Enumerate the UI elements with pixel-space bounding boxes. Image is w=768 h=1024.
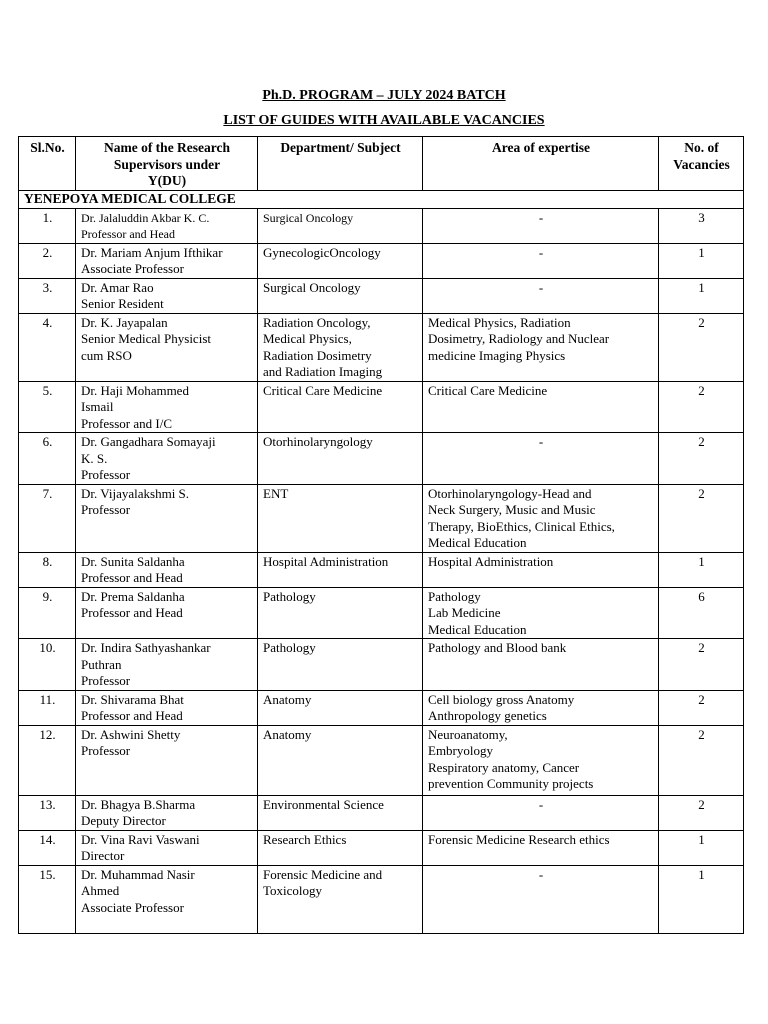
cell-supervisor-name-line: Dr. K. Jayapalan (81, 314, 168, 330)
cell-area-of-expertise (423, 243, 659, 278)
table-row (19, 278, 744, 313)
cell-area-of-expertise-line: - (538, 866, 544, 882)
cell-supervisor-name-line: Dr. Vina Ravi Vaswani (81, 831, 200, 847)
cell-supervisor-name (76, 639, 258, 691)
table-row (19, 433, 744, 485)
cell-area-of-expertise-line: Anthropology genetics (428, 708, 547, 723)
cell-supervisor-name (76, 865, 258, 933)
cell-department-line: Anatomy (263, 691, 312, 707)
cell-department-line: Radiation Oncology, (263, 314, 371, 330)
table-row (19, 484, 744, 552)
cell-sl-no: 9. (19, 587, 76, 639)
cell-area-of-expertise-line: Neuroanatomy, (428, 726, 508, 742)
cell-area-of-expertise (423, 830, 659, 865)
cell-vacancies: 3 (659, 208, 744, 243)
cell-supervisor-name (76, 208, 258, 243)
cell-area-of-expertise (423, 865, 659, 933)
cell-department-line: Forensic Medicine and (263, 866, 383, 882)
cell-area-of-expertise-line: Critical Care Medicine (428, 382, 548, 398)
cell-sl-no: 4. (19, 313, 76, 381)
cell-area-of-expertise-line: Otorhinolaryngology-Head and (428, 485, 592, 501)
cell-department (258, 639, 423, 691)
header-vacancies-line: Vacancies (673, 156, 730, 172)
cell-department-line: Otorhinolaryngology (263, 434, 373, 449)
cell-supervisor-name-line: Associate Professor (81, 261, 184, 276)
cell-supervisor-name-line: Professor (81, 673, 131, 688)
cell-supervisor-name-line: Dr. Ashwini Shetty (81, 726, 181, 742)
cell-area-of-expertise (423, 639, 659, 691)
cell-area-of-expertise (423, 381, 659, 433)
table-row (19, 208, 744, 243)
cell-area-of-expertise (423, 484, 659, 552)
cell-sl-no: 6. (19, 433, 76, 485)
table-row (19, 313, 744, 381)
cell-supervisor-name (76, 381, 258, 433)
cell-supervisor-name-line: Dr. Shivarama Bhat (81, 691, 184, 707)
cell-area-of-expertise-line: - (538, 796, 544, 812)
cell-sl-no: 3. (19, 278, 76, 313)
cell-supervisor-name (76, 278, 258, 313)
cell-supervisor-name-line: Dr. Jalaluddin Akbar K. C. (81, 210, 210, 225)
cell-sl-no: 10. (19, 639, 76, 691)
table-row (19, 243, 744, 278)
header-vacancies (659, 137, 744, 191)
cell-area-of-expertise-line: prevention Community projects (428, 776, 594, 791)
section-row (19, 190, 744, 208)
cell-supervisor-name-line: Ismail (81, 399, 114, 414)
cell-supervisor-name-line: Senior Medical Physicist (81, 331, 211, 346)
guides-table (18, 136, 744, 934)
table-row (19, 795, 744, 830)
table-row (19, 830, 744, 865)
cell-area-of-expertise (423, 552, 659, 587)
table-row (19, 690, 744, 725)
cell-area-of-expertise (423, 433, 659, 485)
table-header-row (19, 137, 744, 191)
cell-vacancies: 2 (659, 381, 744, 433)
cell-department-line: Radiation Dosimetry (263, 347, 372, 363)
cell-supervisor-name-line: Dr. Mariam Anjum Ifthikar (81, 244, 223, 260)
cell-department (258, 433, 423, 485)
cell-vacancies: 2 (659, 313, 744, 381)
cell-area-of-expertise-line: Neck Surgery, Music and Music (428, 502, 596, 517)
cell-supervisor-name-line: Dr. Bhagya B.Sharma (81, 796, 196, 812)
cell-area-of-expertise (423, 690, 659, 725)
table-row (19, 725, 744, 795)
cell-sl-no: 15. (19, 865, 76, 933)
cell-department (258, 278, 423, 313)
table-row (19, 865, 744, 933)
header-supervisor-name (76, 137, 258, 191)
cell-department-line: Pathology (263, 640, 316, 655)
table-row (19, 381, 744, 433)
cell-department (258, 865, 423, 933)
cell-sl-no: 2. (19, 243, 76, 278)
cell-vacancies: 2 (659, 484, 744, 552)
cell-vacancies: 2 (659, 433, 744, 485)
cell-supervisor-name (76, 690, 258, 725)
cell-supervisor-name-line: Professor (81, 467, 131, 482)
cell-area-of-expertise (423, 795, 659, 830)
cell-department (258, 313, 423, 381)
cell-area-of-expertise-line: Embryology (428, 743, 493, 758)
cell-supervisor-name-line: Professor and Head (81, 605, 183, 620)
cell-sl-no: 8. (19, 552, 76, 587)
cell-supervisor-name (76, 795, 258, 830)
cell-sl-no: 11. (19, 690, 76, 725)
cell-supervisor-name-line: Dr. Haji Mohammed (81, 382, 189, 398)
header-vacancies-line: No. of (684, 140, 719, 155)
header-area-of-expertise: Area of expertise (423, 137, 659, 191)
cell-supervisor-name (76, 313, 258, 381)
cell-department-line: ENT (263, 485, 289, 501)
cell-supervisor-name-line: Professor and I/C (81, 415, 172, 431)
section-title: YENEPOYA MEDICAL COLLEGE (19, 190, 744, 208)
cell-area-of-expertise-line: Medical Education (428, 621, 527, 637)
cell-vacancies: 2 (659, 690, 744, 725)
cell-supervisor-name (76, 433, 258, 485)
cell-supervisor-name-line: Professor (81, 743, 131, 758)
cell-area-of-expertise-line: Medical Physics, Radiation (428, 314, 571, 330)
cell-supervisor-name-line: Associate Professor (81, 899, 184, 915)
header-name-line: Supervisors under (113, 156, 221, 172)
cell-supervisor-name-line: Ahmed (81, 883, 120, 898)
cell-supervisor-name-line: Director (81, 848, 125, 863)
cell-vacancies: 1 (659, 552, 744, 587)
cell-department-line: Pathology (263, 588, 316, 604)
table-row (19, 639, 744, 691)
cell-department-line: Surgical Oncology (263, 279, 361, 295)
cell-area-of-expertise-line: medicine Imaging Physics (428, 347, 566, 363)
cell-supervisor-name-line: Dr. Vijayalakshmi S. (81, 485, 190, 501)
cell-area-of-expertise (423, 725, 659, 795)
cell-supervisor-name-line: Dr. Indira Sathyashankar (81, 640, 211, 655)
cell-department (258, 208, 423, 243)
cell-supervisor-name-line: K. S. (81, 450, 108, 466)
cell-area-of-expertise (423, 587, 659, 639)
cell-sl-no: 14. (19, 830, 76, 865)
cell-area-of-expertise-line: Lab Medicine (428, 605, 501, 620)
header-department: Department/ Subject (258, 137, 423, 191)
cell-department-line: Research Ethics (263, 831, 347, 847)
cell-sl-no: 7. (19, 484, 76, 552)
cell-department (258, 830, 423, 865)
cell-department-line: Surgical Oncology (263, 210, 354, 225)
cell-vacancies: 6 (659, 587, 744, 639)
cell-supervisor-name (76, 243, 258, 278)
cell-area-of-expertise-line: Therapy, BioEthics, Clinical Ethics, (428, 518, 615, 534)
cell-department-line: Medical Physics, (263, 331, 352, 346)
cell-area-of-expertise-line: Forensic Medicine Research ethics (428, 831, 610, 847)
cell-vacancies: 2 (659, 639, 744, 691)
header-name-line: Y(DU) (147, 173, 187, 188)
cell-department (258, 587, 423, 639)
header-name-line: Name of the Research (103, 140, 231, 155)
cell-vacancies: 1 (659, 865, 744, 933)
cell-area-of-expertise-line: - (538, 434, 544, 449)
cell-vacancies: 1 (659, 243, 744, 278)
cell-department (258, 484, 423, 552)
cell-supervisor-name-line: Professor and Head (81, 708, 183, 723)
cell-vacancies: 1 (659, 278, 744, 313)
cell-area-of-expertise-line: - (538, 279, 544, 295)
cell-area-of-expertise-line: Dosimetry, Radiology and Nuclear (428, 331, 610, 346)
document-subtitle: LIST OF GUIDES WITH AVAILABLE VACANCIES (223, 113, 545, 128)
table-body (19, 190, 744, 933)
document-title: Ph.D. PROGRAM – JULY 2024 BATCH (262, 88, 506, 103)
cell-department-line: Anatomy (263, 726, 312, 742)
cell-area-of-expertise (423, 278, 659, 313)
cell-sl-no: 13. (19, 795, 76, 830)
cell-supervisor-name (76, 552, 258, 587)
cell-supervisor-name-line: Senior Resident (81, 296, 164, 311)
cell-sl-no: 5. (19, 381, 76, 433)
cell-area-of-expertise (423, 313, 659, 381)
cell-vacancies: 2 (659, 795, 744, 830)
cell-supervisor-name-line: Dr. Amar Rao (81, 279, 154, 295)
cell-department-line: and Radiation Imaging (263, 364, 383, 379)
cell-area-of-expertise-line: Pathology and Blood bank (428, 640, 567, 655)
cell-department (258, 243, 423, 278)
cell-department-line: Hospital Administration (263, 553, 389, 569)
cell-department (258, 552, 423, 587)
cell-supervisor-name-line: Professor and Head (81, 227, 175, 241)
cell-supervisor-name-line: Deputy Director (81, 813, 166, 828)
cell-supervisor-name-line: Dr. Gangadhara Somayaji (81, 434, 216, 449)
cell-supervisor-name-line: Dr. Sunita Saldanha (81, 553, 185, 569)
cell-supervisor-name (76, 587, 258, 639)
cell-supervisor-name (76, 484, 258, 552)
cell-department-line: Toxicology (263, 883, 323, 898)
cell-department (258, 725, 423, 795)
cell-supervisor-name-line: Professor and Head (81, 570, 183, 585)
cell-area-of-expertise-line: - (538, 209, 544, 225)
cell-supervisor-name-line: Puthran (81, 656, 122, 672)
cell-area-of-expertise-line: Respiratory anatomy, Cancer (428, 759, 580, 775)
cell-area-of-expertise-line: Medical Education (428, 535, 527, 550)
cell-supervisor-name (76, 830, 258, 865)
cell-supervisor-name-line: Dr. Muhammad Nasir (81, 866, 195, 882)
cell-supervisor-name-line: cum RSO (81, 347, 132, 363)
cell-vacancies: 2 (659, 725, 744, 795)
table-row (19, 552, 744, 587)
cell-area-of-expertise (423, 208, 659, 243)
cell-department (258, 690, 423, 725)
cell-supervisor-name-line: Dr. Prema Saldanha (81, 588, 185, 604)
cell-sl-no: 1. (19, 208, 76, 243)
cell-area-of-expertise-line: Pathology (428, 588, 481, 604)
header-sl-no: Sl.No. (19, 137, 76, 191)
cell-department (258, 381, 423, 433)
table-row (19, 587, 744, 639)
cell-sl-no: 12. (19, 725, 76, 795)
cell-department-line: Critical Care Medicine (263, 382, 383, 398)
cell-vacancies: 1 (659, 830, 744, 865)
cell-department-line: Environmental Science (263, 796, 384, 812)
cell-area-of-expertise-line: Cell biology gross Anatomy (428, 691, 575, 707)
cell-supervisor-name (76, 725, 258, 795)
cell-area-of-expertise-line: Hospital Administration (428, 553, 554, 569)
cell-area-of-expertise-line: - (538, 244, 544, 260)
cell-department (258, 795, 423, 830)
cell-supervisor-name-line: Professor (81, 502, 131, 517)
cell-department-line: GynecologicOncology (263, 244, 381, 260)
